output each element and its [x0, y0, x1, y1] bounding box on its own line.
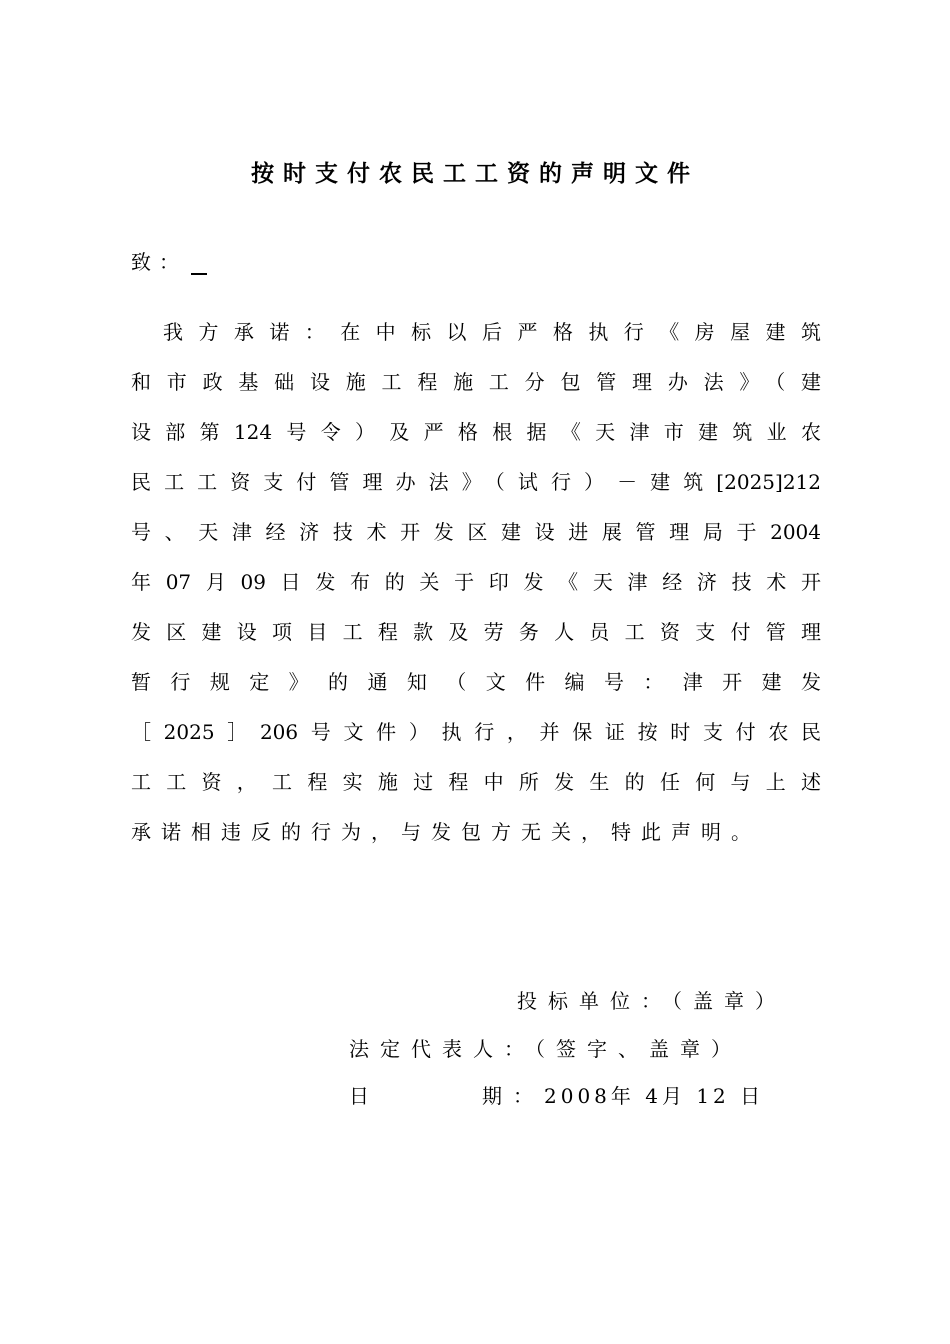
body-line: 我方承诺：在中标以后严格执行《房屋建筑	[163, 320, 821, 344]
body-line: 号、天津经济技术开发区建设进展管理局于2004	[131, 520, 821, 544]
body-line: ［2025］206号文件）执行，并保证按时支付农民	[131, 720, 821, 744]
body-line: 设部第124号令）及严格根据《天津市建筑业农	[131, 420, 821, 444]
body-line: 年07月09日发布的关于印发《天津经济技术开	[131, 570, 821, 594]
body-line: 暂行规定》的通知（文件编号：津开建发	[131, 670, 821, 694]
statement-body	[131, 318, 821, 868]
addressee-label: 致：	[131, 250, 187, 274]
date-label-day: 日	[349, 1084, 380, 1108]
body-line: 工工资，工程实施过程中所发生的任何与上述	[131, 770, 821, 794]
document-title: 按时支付农民工工资的声明文件	[251, 161, 699, 187]
body-line: 发区建设项目工程款及劳务人员工资支付管理	[131, 620, 821, 644]
date-line	[349, 1080, 764, 1109]
date-value: 2008年 4月 12 日	[544, 1084, 765, 1108]
body-line: 和市政基础设施工程施工分包管理办法》（建	[131, 370, 821, 394]
legal-representative-line: 法定代表人：（签字、盖章）	[349, 1037, 742, 1061]
body-line: 民工工资支付管理办法》（试行）－建筑[2025]212	[131, 470, 821, 494]
date-label-period: 期：	[482, 1084, 544, 1108]
addressee-line	[131, 246, 207, 275]
body-line: 承诺相违反的行为，与发包方无关，特此声明。	[131, 820, 761, 844]
addressee-blank	[191, 253, 207, 275]
bidder-unit-line: 投标单位：（盖章）	[517, 989, 786, 1013]
